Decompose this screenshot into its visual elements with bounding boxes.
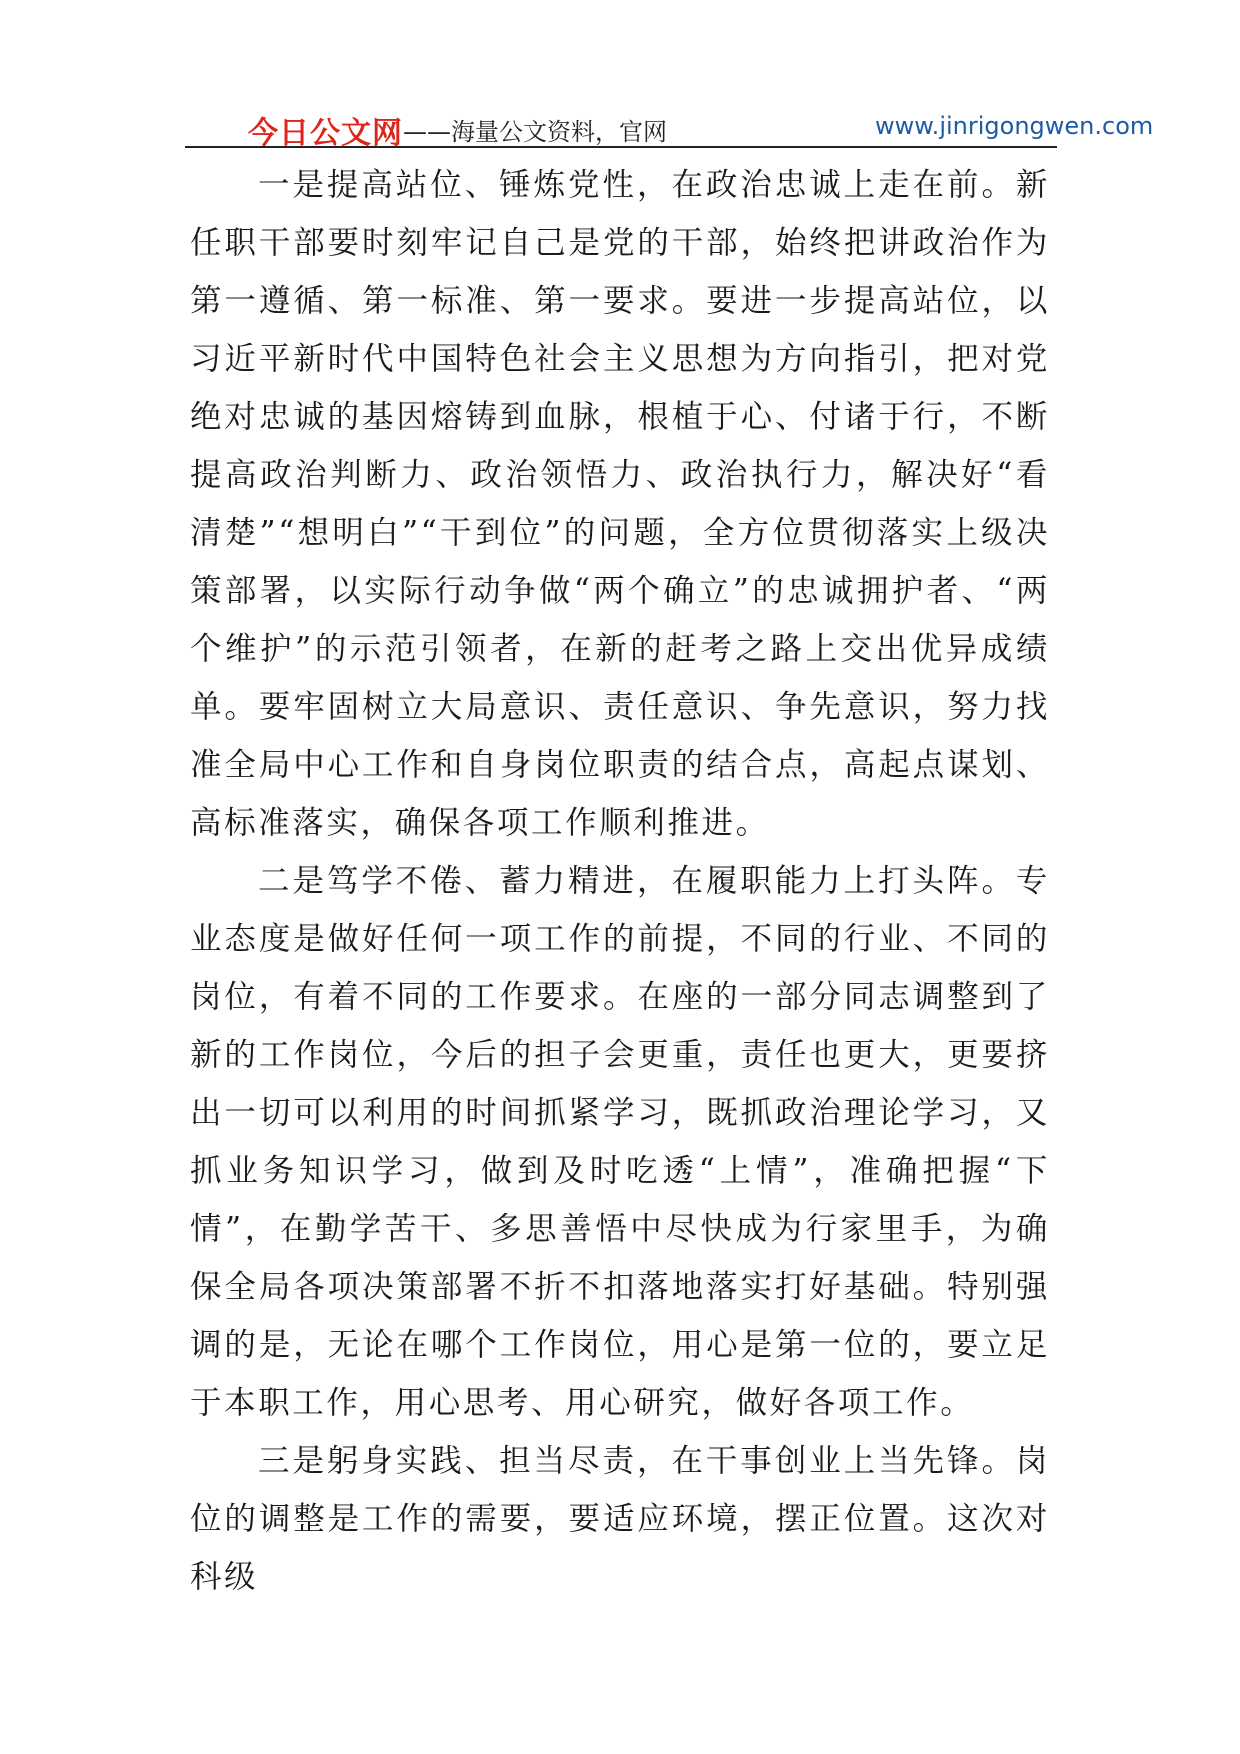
header-divider (185, 146, 1057, 148)
brand-name: 今日公文网 (248, 116, 403, 151)
paragraph-1: 一是提高站位、锤炼党性，在政治忠诚上走在前。新任职干部要时刻牢记自己是党的干部，始终把讲政治作为第一遵循、第一标准、第一要求。要进一步提高站位，以习近平新时代中国特色社会主义思想为方向指引，把对党绝对忠诚的基因熔铸到血脉，根植于心、付诸于行，不断提高政治判断力、政治领悟力、政治执行力，解决好“看清楚”“想明白”“干到位”的问题，全方位贯彻落实上级决策部署，以实际行动争做“两个确立”的忠诚拥护者、“两个维护”的示范引领者，在新的赶考之路上交出优异成绩单。要牢固树立大局意识、责任意识、争先意识，努力找准全局中心工作和自身岗位职责的结合点，高起点谋划、高标准落实，确保各项工作顺利推进。 (190, 167, 1050, 841)
paragraph-2: 二是笃学不倦、蓄力精进，在履职能力上打头阵。专业态度是做好任何一项工作的前提，不同的行业、不同的岗位，有着不同的工作要求。在座的一部分同志调整到了新的工作岗位，今后的担子会更重，责任也更大，更要挤出一切可以利用的时间抓紧学习，既抓政治理论学习，又抓业务知识学习，做到及时吃透“上情”，准确把握“下情”，在勤学苦干、多思善悟中尽快成为行家里手，为确保全局各项决策部署不折不扣落地落实打好基础。特别强调的是，无论在哪个工作岗位，用心是第一位的，要立足于本职工作，用心思考、用心研究，做好各项工作。 (190, 863, 1050, 1421)
website-link[interactable]: www.jinrigongwen.com (875, 112, 1154, 140)
header-tagline: ——海量公文资料，官网 (403, 118, 667, 146)
document-body (190, 156, 1050, 1606)
page-header (185, 104, 1154, 151)
paragraph-3: 三是躬身实践、担当尽责，在干事创业上当先锋。岗位的调整是工作的需要，要适应环境，摆正位置。这次对科级 (190, 1443, 1050, 1595)
